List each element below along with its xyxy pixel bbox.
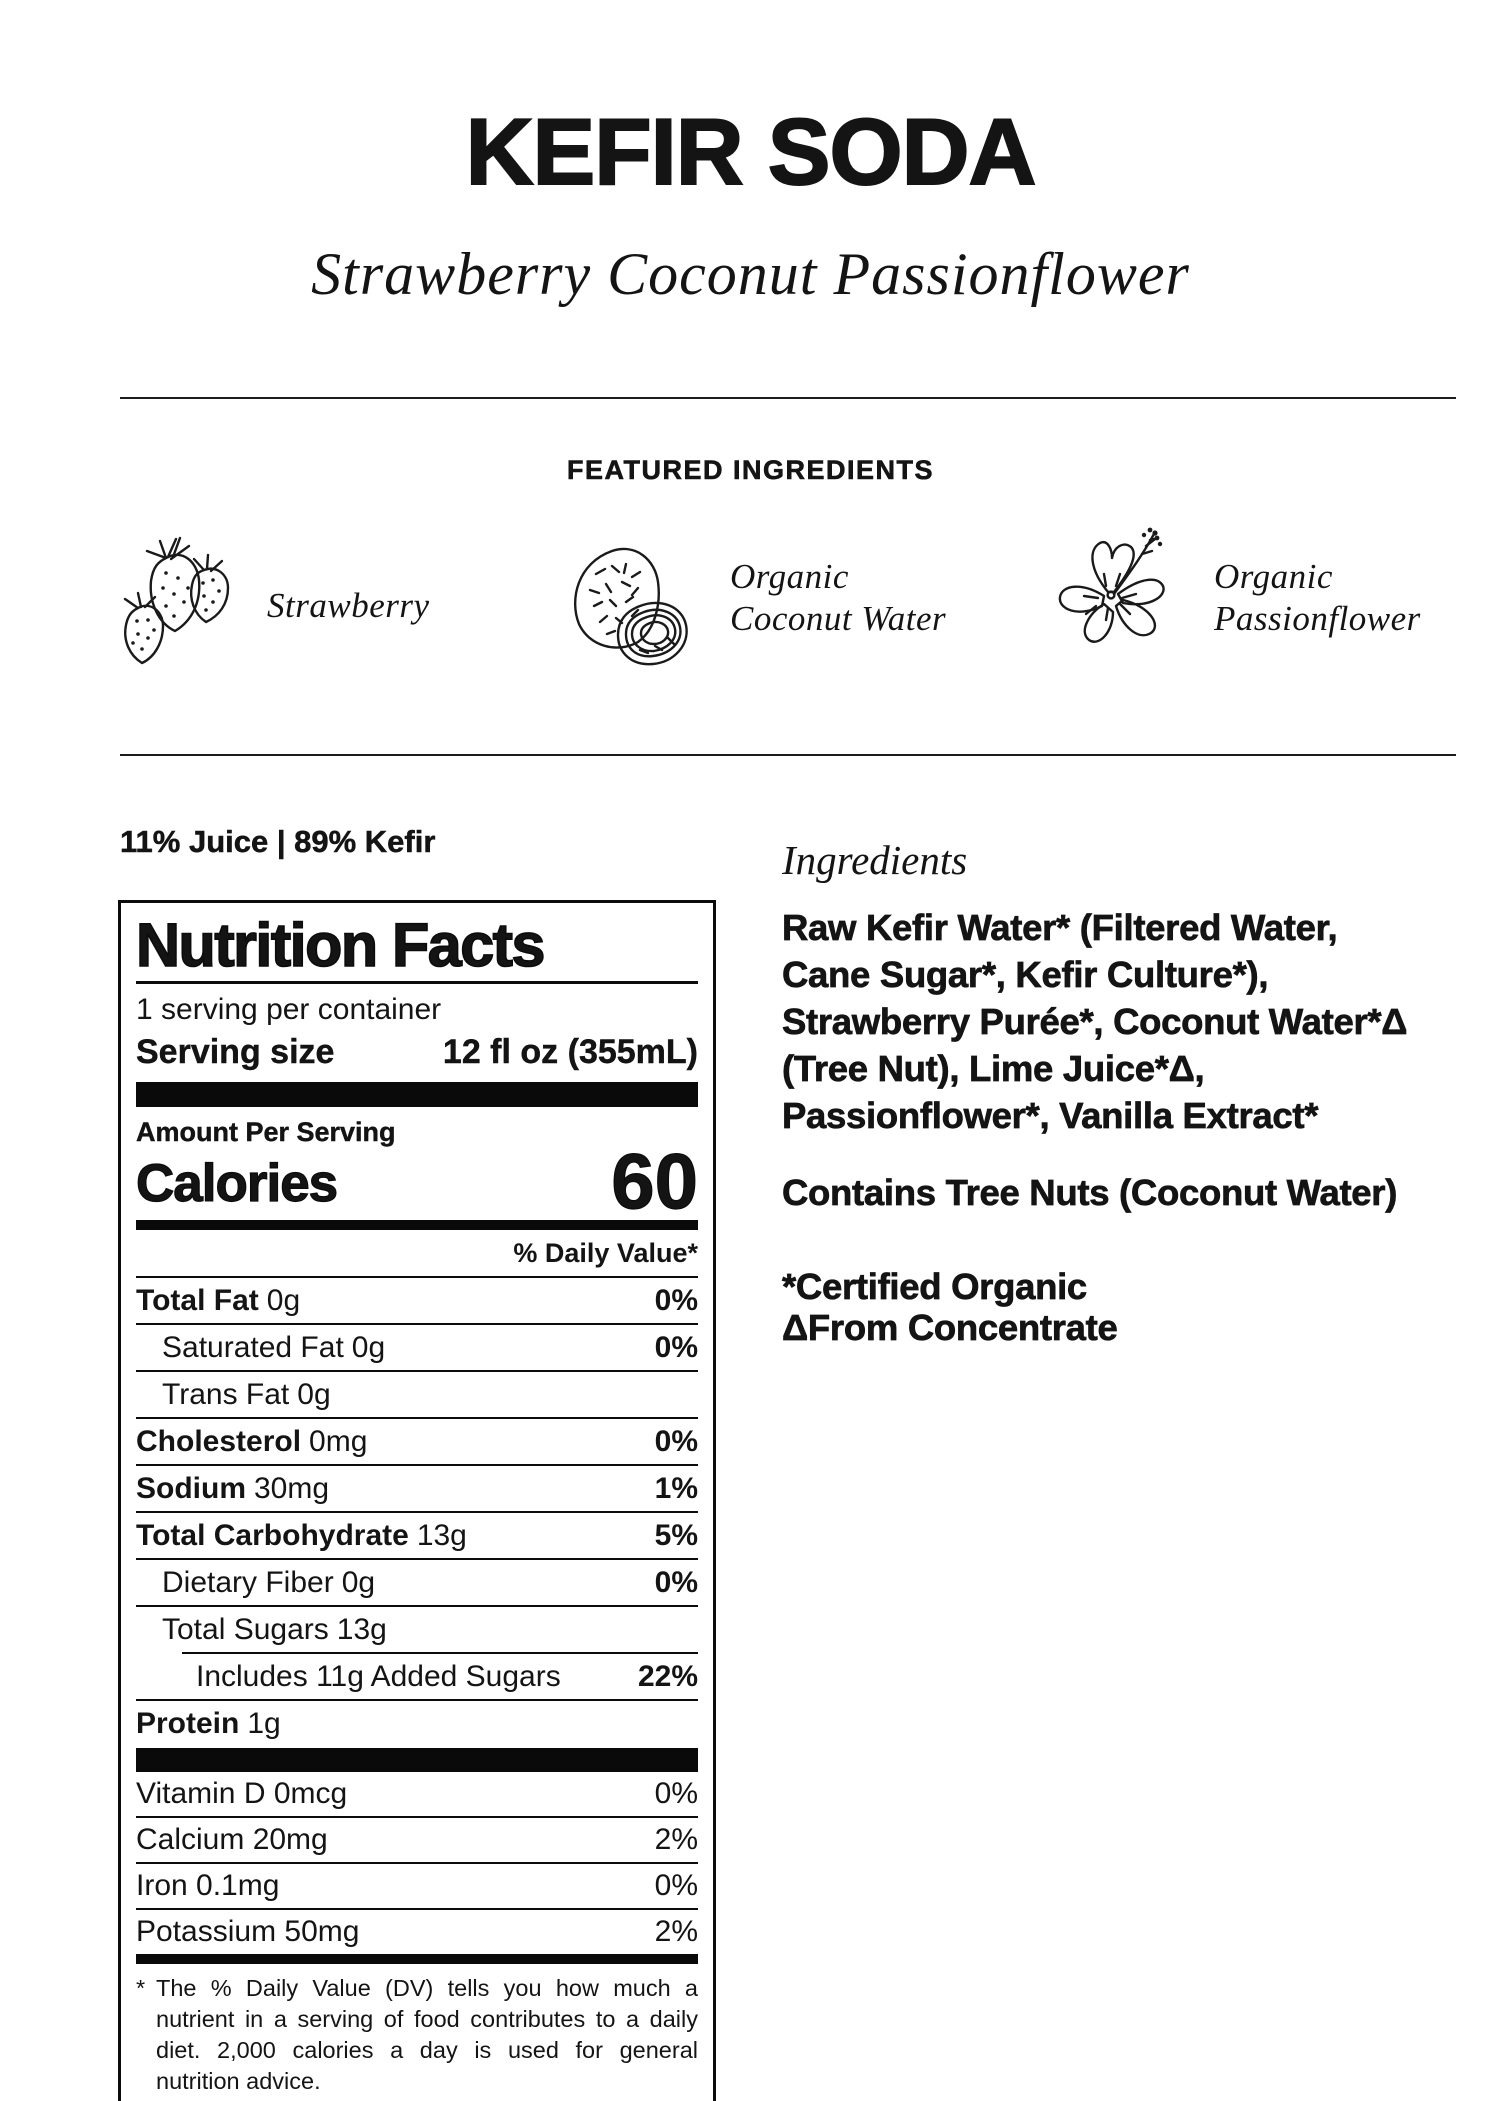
nutrient-amount: 30mg <box>254 1472 330 1505</box>
micronutrient-row-iron <box>136 1862 698 1908</box>
footnote-marker: * <box>136 1975 146 2001</box>
serving-size-value: 12 fl oz (355mL) <box>442 1033 698 1071</box>
nutrient-amount: 0g <box>297 1378 331 1411</box>
passionflower-icon <box>1038 508 1188 665</box>
nutrient-name: Total Sugars <box>162 1613 329 1646</box>
nutrient-amount: 13g <box>416 1519 467 1552</box>
nutrient-row-total-fat <box>136 1278 698 1323</box>
micronutrient-dv: 2% <box>654 1823 698 1856</box>
daily-value-header: % Daily Value* <box>136 1220 698 1278</box>
calories-value: 60 <box>611 1137 698 1225</box>
certified-organic-note: *Certified Organic <box>782 1266 1087 1307</box>
amount-per-serving: Amount Per Serving <box>136 1117 396 1147</box>
thick-divider-bar <box>136 1082 698 1107</box>
footnote-text: The % Daily Value (DV) tells you how much a nutrient in a serving of food contributes to a daily diet. 2,000 calories a day is used for general nutrition advice. <box>156 1975 698 2094</box>
nutrient-row-dietary-fiber <box>136 1558 698 1605</box>
nutrient-name: Includes 11g Added Sugars <box>196 1660 561 1693</box>
ingredients-list: Raw Kefir Water* (Filtered Water, Cane Sugar*, Kefir Culture*), Strawberry Purée*, Coconut Water*Δ (Tree Nut), Lime Juice*Δ, Passionflower*, Vanilla Extract* <box>782 907 1408 1136</box>
flavor-subtitle: Strawberry Coconut Passionflower <box>311 241 1190 307</box>
micronutrients-section <box>136 1748 698 1964</box>
nutrient-dv: 5% <box>654 1519 698 1552</box>
nutrient-name: Cholesterol <box>136 1425 302 1458</box>
page-title: KEFIR SODA <box>465 99 1036 204</box>
micronutrient-name: Iron 0.1mg <box>136 1869 280 1902</box>
micronutrient-row-potassium <box>136 1908 698 1954</box>
nutrient-row-saturated-fat <box>136 1323 698 1370</box>
juice-kefir-ratio: 11% Juice | 89% Kefir <box>120 824 436 859</box>
nutrient-name: Protein <box>136 1707 240 1740</box>
nutrient-name: Total Carbohydrate <box>136 1519 409 1552</box>
nutrient-amount: 0g <box>351 1331 386 1364</box>
strawberry-icon <box>100 528 240 678</box>
micronutrient-dv: 2% <box>654 1915 698 1948</box>
featured-item-label: Strawberry <box>267 586 430 625</box>
micronutrient-row-calcium <box>136 1816 698 1862</box>
nutrient-name: Total Fat <box>136 1284 259 1317</box>
micronutrient-name: Potassium 50mg <box>136 1915 360 1948</box>
featured-item-label: Organic Coconut Water <box>730 557 947 638</box>
nutrient-dv: 0% <box>654 1284 698 1317</box>
nutrient-dv: 0% <box>654 1331 698 1364</box>
nutrient-row-sodium <box>136 1464 698 1511</box>
nutrient-amount: 0g <box>266 1284 301 1317</box>
nutrient-amount: 0g <box>341 1566 376 1599</box>
ingredients-column <box>782 836 1430 1348</box>
micronutrient-name: Calcium 20mg <box>136 1823 328 1856</box>
nutrient-row-added-sugars <box>182 1652 698 1699</box>
featured-item-label: Organic Passionflower <box>1214 557 1421 638</box>
nutrient-name: Trans Fat <box>162 1378 290 1411</box>
nutrient-amount: 13g <box>336 1613 387 1646</box>
symbol-legend <box>782 1266 1430 1348</box>
nutrient-row-protein <box>136 1699 698 1746</box>
nutrient-amount: 0mg <box>309 1425 368 1458</box>
calories-row <box>136 1137 698 1225</box>
nutrient-row-cholesterol <box>136 1417 698 1464</box>
nutrient-dv: 0% <box>654 1566 698 1599</box>
calories-label: Calories <box>136 1154 338 1213</box>
nutrient-name: Saturated Fat <box>162 1331 344 1364</box>
coconut-icon <box>560 538 702 681</box>
nutrient-dv: 1% <box>654 1472 698 1505</box>
serving-size-row <box>136 1028 698 1082</box>
micronutrient-name: Vitamin D 0mcg <box>136 1777 348 1810</box>
nutrient-dv: 22% <box>637 1660 698 1693</box>
featured-ingredients-heading: FEATURED INGREDIENTS <box>566 455 934 485</box>
nutrient-dv: 0% <box>654 1425 698 1458</box>
nutrient-name: Sodium <box>136 1472 246 1505</box>
micronutrient-dv: 0% <box>654 1869 698 1902</box>
serving-size-label: Serving size <box>136 1033 335 1071</box>
nutrition-facts-panel <box>118 900 716 2101</box>
daily-value-footnote <box>136 1973 698 2097</box>
nutrient-name: Dietary Fiber <box>162 1566 334 1599</box>
nutrient-amount: 1g <box>247 1707 281 1740</box>
servings-per-container: 1 serving per container <box>136 993 442 1026</box>
from-concentrate-note: ΔFrom Concentrate <box>782 1307 1118 1348</box>
micronutrient-row-vitamin-d <box>136 1772 698 1816</box>
allergen-statement: Contains Tree Nuts (Coconut Water) <box>782 1172 1398 1213</box>
micronutrient-dv: 0% <box>654 1777 698 1810</box>
nutrient-row-total-sugars <box>136 1605 698 1652</box>
divider-bottom <box>120 754 1456 756</box>
nutrient-row-total-carbohydrate <box>136 1511 698 1558</box>
ingredients-heading: Ingredients <box>782 837 968 883</box>
nutrient-row-trans-fat <box>136 1370 698 1417</box>
divider-top <box>120 397 1456 399</box>
nutrition-facts-title: Nutrition Facts <box>136 913 698 984</box>
